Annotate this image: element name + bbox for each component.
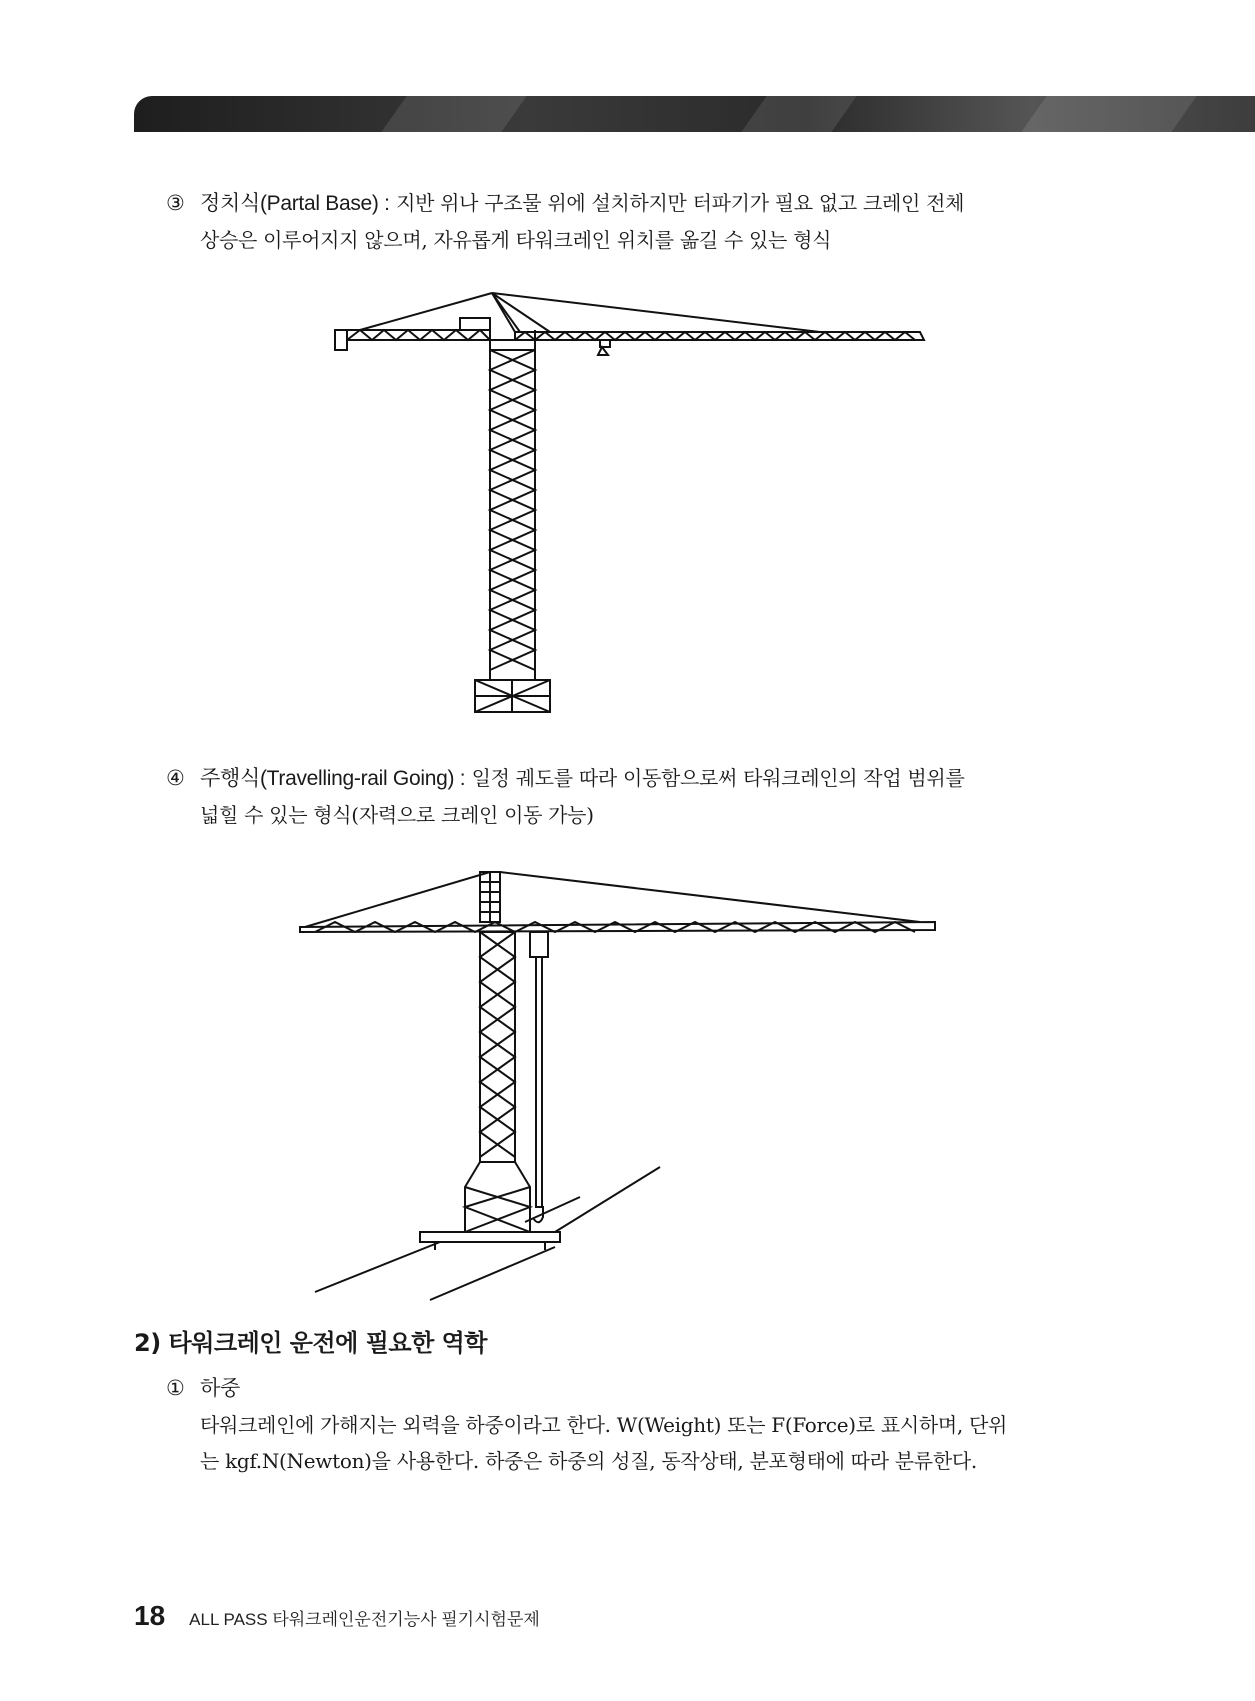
- trolley: [530, 932, 548, 957]
- item-marker: ③: [166, 191, 185, 215]
- counter-jib-lattice: [347, 330, 490, 340]
- trolley: [598, 340, 610, 355]
- item-description: 타워크레인에 가해지는 외력을 하중이라고 한다. W(Weight) 또는 F(Force)로 표시하며, 단위: [200, 1413, 1008, 1437]
- mast-lattice-a: [490, 350, 535, 670]
- base-section-bracing: [465, 1187, 530, 1232]
- header-facet: [1021, 96, 1196, 132]
- main-jib-lattice: [515, 332, 915, 340]
- section-title: 2) 타워크레인 운전에 필요한 역학: [134, 1329, 487, 1357]
- header-facet: [381, 96, 526, 132]
- list-item-partal-base: [166, 185, 1096, 258]
- mast-lattice-b: [490, 350, 535, 670]
- list-item-travelling-rail: [166, 760, 1096, 833]
- counter-pendant: [305, 872, 490, 927]
- item-term: 하중: [200, 1377, 240, 1400]
- item-marker: ④: [166, 766, 185, 790]
- jib-pendant: [500, 872, 920, 922]
- rails-back: [525, 1167, 660, 1232]
- travel-carriage: [420, 1232, 560, 1242]
- stationary-crane-illustration: [320, 285, 940, 720]
- base-bracing: [475, 680, 550, 712]
- counterweight: [335, 330, 347, 350]
- item-marker: ①: [166, 1376, 185, 1400]
- item-description: 일정 궤도를 따라 이동함으로써 타워크레인의 작업 범위를: [471, 766, 965, 790]
- item-term: 정치식(Partal Base) :: [200, 192, 390, 215]
- page-footer: [134, 1600, 540, 1640]
- counter-pendant: [360, 293, 492, 330]
- header-band: [134, 96, 1255, 132]
- tower-head-grid: [480, 872, 500, 922]
- book-title: ALL PASS 타워크레인운전기능사 필기시험문제: [189, 1610, 540, 1629]
- page-number: 18: [134, 1600, 166, 1631]
- item-description-continued: 상승은 이루어지지 않으며, 자유롭게 타워크레인 위치를 옮길 수 있는 형식: [200, 228, 832, 252]
- hoist-rope: [536, 957, 542, 1207]
- item-description: 지반 위나 구조물 위에 설치하지만 터파기가 필요 없고 크레인 전체: [396, 191, 965, 215]
- carriage-wheels: [435, 1242, 545, 1250]
- item-term: 주행식(Travelling-rail Going) :: [200, 767, 466, 790]
- rails-front: [315, 1242, 555, 1300]
- travelling-crane-illustration: [295, 862, 945, 1302]
- list-item-load: [166, 1370, 1096, 1479]
- item-description-continued: 넓힐 수 있는 형식(자력으로 크레인 이동 가능): [200, 803, 594, 827]
- mast-lattice-b: [480, 932, 515, 1157]
- counterweight-block: [460, 318, 490, 330]
- item-description-continued: 는 kgf.N(Newton)을 사용한다. 하중은 하중의 성질, 동작상태, 분포형태에 따라 분류한다.: [200, 1449, 977, 1473]
- header-facet: [741, 96, 856, 132]
